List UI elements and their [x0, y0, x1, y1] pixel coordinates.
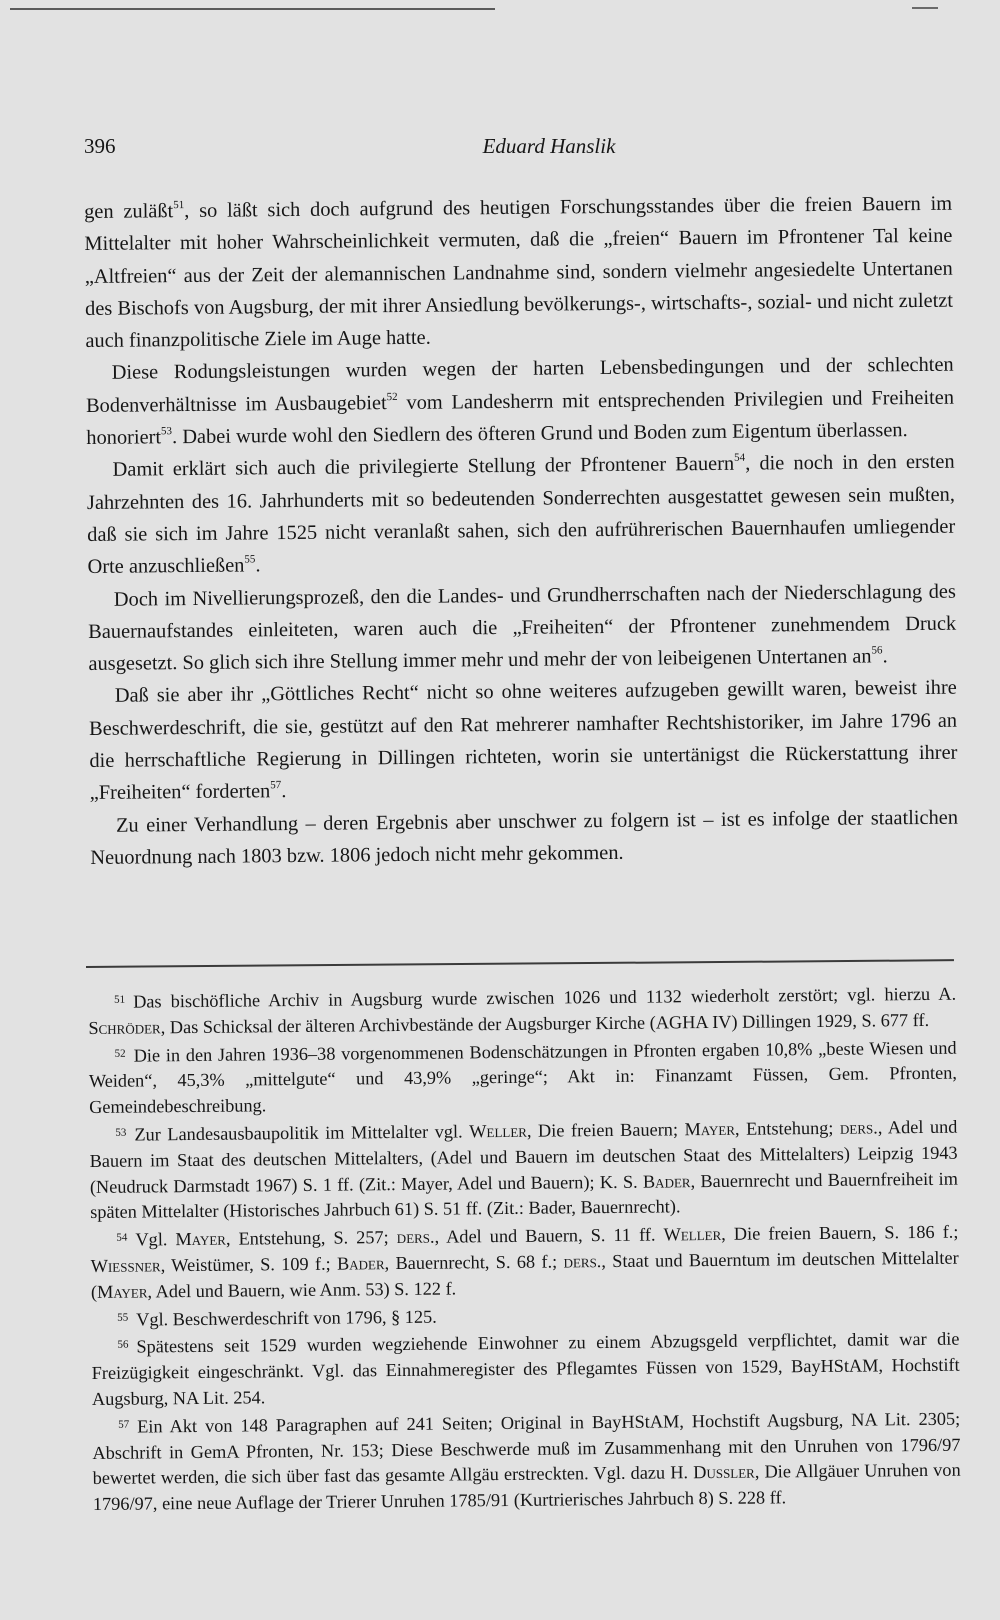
- footnote-ref: 54: [734, 452, 746, 465]
- text-run: , Die freien Bauern, S. 186 f.;: [721, 1221, 959, 1245]
- text-run: , die noch in den ersten Jahrzehnten des 16. Jahrhunderts mit so bedeutenden Sonderrechten ausgestattet gewesen sein mußten, daß sie sich im Jahre 1525 nicht veranlaßt sahen, sich den aufrührerischen Bauernhaufen umliegender Orte anzuschließen: [86, 451, 956, 579]
- running-head: Eduard Hanslik: [482, 134, 616, 158]
- footnote-number: 53: [115, 1126, 127, 1139]
- scan-edge-line: [10, 8, 495, 10]
- footnote-ref: 51: [173, 199, 185, 212]
- author-name: Weller: [663, 1224, 722, 1245]
- text-run: .: [882, 645, 888, 668]
- main-text: [84, 188, 958, 875]
- page-header: [84, 134, 954, 164]
- author-name: Dussler: [693, 1461, 755, 1483]
- text-run: , Die Allgäuer Unruhen von 1796/97, eine neue Auflage der Trierer Unruhen 1785/91 (Kurtrierisches Jahrbuch 8) S. 228 ff.: [92, 1459, 961, 1515]
- text-run: Diese Rodungsleistungen wurden wegen der harten Lebensbedingungen und der schlechten Bodenverhältnisse im Ausbaugebiet: [85, 354, 954, 417]
- text-run: Damit erklärt sich auch die privilegierte Stellung der Pfrontener Bauern: [112, 453, 735, 482]
- text-run: , Adel und Bauern im Staat des deutschen Mittelalters, (Adel und Bauern im deutschen Staat des Mittelalters) Leipzig 1943 (Neudruck Darmstadt 1967) S. 1 ff. (Zit.: Mayer, Adel und Bauern); K. S.: [89, 1116, 958, 1197]
- text-run: Das bischöfliche Archiv in Augsburg wurde zwischen 1026 und 1132 wiederholt zerstört; vgl. hierzu A.: [133, 983, 957, 1012]
- text-run: Vgl.: [135, 1229, 176, 1250]
- author-name: Schröder: [88, 1017, 161, 1038]
- footnote-53: [89, 1113, 958, 1227]
- text-run: .: [281, 780, 287, 803]
- text-run: Zu einer Verhandlung – deren Ergebnis aber unschwer zu folgern ist – ist es infolge der staatlichen Neuordnung nach 1803 bzw. 1806 jedoch nicht mehr gekommen.: [90, 806, 959, 869]
- author-name: Wiessner: [90, 1255, 161, 1276]
- text-run: Zur Landesausbaupolitik im Mittelalter vgl.: [134, 1121, 470, 1145]
- paragraph-1: [84, 188, 954, 358]
- footnote-54: [90, 1218, 959, 1306]
- footnote-52: [89, 1033, 958, 1121]
- footnote-ref: 53: [160, 425, 173, 438]
- paragraph-6: [90, 801, 959, 874]
- text-run: Doch im Nivellierungsprozeß, den die Landes- und Grundherrschaften nach der Niederschlagung des Bauernaufstandes einleiteten, waren auch die „Freiheiten“ der Pfrontener zunehmendem Druck ausgesetzt. So glich sich ihre Stellung immer mehr und mehr der von leibeigenen Untertanen an: [88, 580, 957, 676]
- text-run: Ein Akt von 148 Paragraphen auf 241 Seiten; Original in BayHStAM, Hochstift Augsburg, NA Lit. 2305; Abschrift in GemA Pfronten, Nr. 153; Diese Beschwerde muß im Zusammenhang mit den Unruhen von 1796/97 bewertet werden, die sich über fast das gesamte Allgäu erstreckten. Vgl. dazu H.: [92, 1408, 961, 1489]
- author-name: Bader: [642, 1170, 691, 1192]
- footnote-number: 54: [116, 1231, 128, 1244]
- text-run: Die in den Jahren 1936–38 vorgenommenen Bodenschätzungen in Pfronten ergaben 10,8% „beste Wiesen und Weiden“, 45,3% „mittelgute“ und 43,9% „geringe“; Akt in: Finanzamt Füssen, Gem. Pfronten, Gemeindebeschreibung.: [88, 1037, 957, 1118]
- author-name: Mayer: [684, 1118, 736, 1140]
- text-run: , Adel und Bauern, S. 11 ff.: [434, 1224, 664, 1247]
- text-run: , Weistümer, S. 109 f.;: [160, 1253, 338, 1276]
- author-name: ders.: [563, 1251, 602, 1272]
- text-run: Vgl. Beschwerdeschrift von 1796, § 125.: [136, 1306, 437, 1330]
- page-number: 396: [84, 134, 116, 158]
- text-run: , Adel und Bauern, wie Anm. 53) S. 122 f.: [147, 1278, 457, 1302]
- paragraph-3: [86, 446, 955, 584]
- text-run: , Bauernrecht, S. 68 f.;: [384, 1251, 564, 1274]
- text-run: gen zuläßt: [84, 200, 174, 223]
- footnote-number: 52: [114, 1047, 126, 1060]
- footnote-number: 56: [117, 1338, 129, 1352]
- text-run: , Die freien Bauern;: [526, 1119, 685, 1141]
- footnotes: [88, 980, 961, 1518]
- text-run: .: [255, 554, 261, 577]
- author-name: Mayer: [175, 1228, 227, 1250]
- text-run: , Das Schicksal der älteren Archivbestände der Augsburger Kirche (AGHA IV) Dillingen 1929, S. 677 ff.: [160, 1009, 930, 1038]
- footnote-ref: 55: [244, 553, 256, 566]
- footnote-number: 51: [114, 993, 126, 1006]
- scan-edge-mark: [912, 7, 938, 9]
- text-run: , Staat und Bauerntum im deutschen Mittelalter (: [90, 1247, 959, 1302]
- author-name: ders.: [396, 1226, 435, 1248]
- paragraph-4: [88, 575, 957, 680]
- author-name: Weller: [469, 1120, 527, 1142]
- footnote-ref: 56: [871, 644, 883, 657]
- text-run: , so läßt sich doch aufgrund des heutigen Forschungsstandes über die freien Bauern im Mittelalter mit hoher Wahrscheinlichkeit vermuten, daß die „freien“ Bauern im Pfrontener Tal keine „Altfreien“ aus der Zeit der alemannischen Landnahme sind, sondern vielmehr angesiedelte Untertanen des Bischofs von Augsburg, der mit ihrer Ansiedlung bevölkerungs-, wirtschafts-, sozial- und nicht zuletzt auch finanzpolitische Ziele im Auge hatte.: [84, 192, 954, 353]
- text-run: , Bauernrecht und Bauernfreiheit im späten Mittelalter (Historisches Jahrbuch 61) S. 51 ff. (Zit.: Bader, Bauernrecht).: [90, 1168, 958, 1223]
- text-run: Spätestens seit 1529 wurden wegziehende Einwohner zu einem Abzugsgeld verpflichtet, damit war die Freizügigkeit eingeschränkt. Vgl. das Einnahmeregister des Pflegamtes Füssen von 1529, BayHStAM, Hochstift Augsburg, NA Lit. 254.: [91, 1329, 960, 1409]
- footnote-51: [88, 980, 956, 1042]
- footnote-ref: 52: [386, 390, 398, 403]
- paragraph-2: [86, 349, 955, 454]
- author-name: Bader: [336, 1253, 385, 1274]
- footnote-57: [92, 1404, 961, 1518]
- author-name: Mayer: [96, 1281, 148, 1302]
- footnote-56: [91, 1325, 960, 1413]
- footnote-divider: [86, 959, 954, 968]
- text-run: vom Landesherrn mit entsprechenden Privilegien und Freiheiten honoriert: [86, 386, 955, 450]
- footnote-ref: 57: [270, 779, 282, 792]
- text-run: , Entstehung, S. 257;: [225, 1227, 397, 1249]
- text-run: Daß sie aber ihr „Göttliches Recht“ nicht so ohne weiteres aufzugeben gewillt waren, beweist ihre Beschwerdeschrift, die sie, gestützt auf den Rat mehrerer namhafter Rechtshistoriker, im Jahre 1796 an die herrschaftliche Regierung in Dillingen richteten, worin sie untertänigst die Rückerstattung ihrer „Freiheiten“ forderten: [89, 677, 958, 805]
- footnote-number: 57: [118, 1418, 130, 1431]
- text-run: . Dabei wurde wohl den Siedlern des öfteren Grund und Boden zum Eigentum überlassen.: [171, 419, 908, 449]
- footnote-number: 55: [117, 1311, 129, 1324]
- text-run: , Entstehung;: [734, 1117, 841, 1139]
- author-name: ders.: [839, 1117, 878, 1138]
- paragraph-5: [89, 672, 958, 810]
